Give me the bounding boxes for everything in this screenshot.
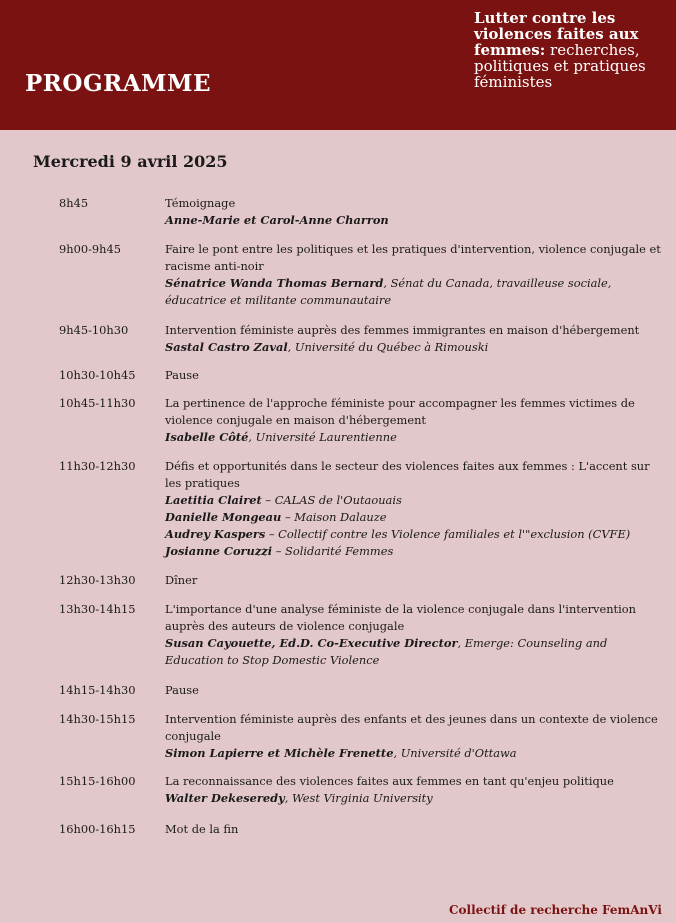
footer-credit: Collectif de recherche FemAnVi: [449, 903, 662, 917]
session-title: Témoignage: [165, 196, 236, 210]
schedule: [0, 195, 676, 838]
session-time: 9h45-10h30: [59, 323, 129, 337]
session-speaker: [165, 492, 665, 509]
event-date: Mercredi 9 avril 2025: [33, 152, 228, 171]
schedule-row: [0, 821, 676, 838]
schedule-row: [0, 601, 676, 669]
session-description: [165, 773, 665, 807]
speaker-name: Sastal Castro Zaval: [165, 340, 288, 354]
session-description: [165, 572, 665, 589]
speaker-affiliation: , West Virginia University: [284, 791, 433, 805]
speaker-affiliation: , Sénat du Canada, travailleuse sociale, éducatrice et militante communautaire: [165, 276, 612, 307]
session-description: [165, 195, 665, 229]
session-title: Défis et opportunités dans le secteur des violences faites aux femmes : L'accent sur les pratiques: [165, 459, 650, 490]
session-time: 16h00-16h15: [59, 822, 136, 836]
speaker-name: Danielle Mongeau: [165, 510, 282, 524]
speaker-name: Anne-Marie et Carol-Anne Charron: [165, 213, 389, 227]
session-time: 10h45-11h30: [59, 396, 136, 410]
schedule-row: [0, 195, 676, 229]
session-time: 9h00-9h45: [59, 242, 122, 256]
speaker-affiliation: , Université du Québec à Rimouski: [287, 340, 489, 354]
session-description: [165, 322, 665, 356]
session-title: Faire le pont entre les politiques et les pratiques d'intervention, violence conjugale et racisme anti-noir: [165, 242, 661, 273]
session-title: Mot de la fin: [165, 822, 239, 836]
session-speaker: [165, 339, 665, 356]
session-title: Pause: [165, 683, 199, 697]
speaker-affiliation: – Collectif contre les Violence familiales et l'"exclusion (CVFE): [265, 527, 631, 541]
speaker-affiliation: – Maison Dalauze: [281, 510, 387, 524]
schedule-row: [0, 572, 676, 589]
session-speaker: [165, 745, 665, 762]
schedule-row: [0, 773, 676, 807]
speaker-name: Simon Lapierre et Michèle Frenette: [165, 746, 394, 760]
schedule-row: [0, 322, 676, 356]
speaker-name: Josianne Coruzzi: [165, 544, 273, 558]
session-description: [165, 821, 665, 838]
conference-title: [474, 10, 672, 90]
session-time: 10h30-10h45: [59, 368, 136, 382]
schedule-row: [0, 458, 676, 560]
session-description: [165, 367, 665, 384]
session-title: L'importance d'une analyse féministe de la violence conjugale dans l'intervention auprès des auteurs de violence conjugale: [165, 602, 636, 633]
session-title: La pertinence de l'approche féministe pour accompagner les femmes victimes de violence conjugale en maison d'hébergement: [165, 396, 635, 427]
speaker-name: Susan Cayouette, Ed.D. Co-Executive Director: [165, 636, 458, 650]
session-time: 14h15-14h30: [59, 683, 136, 697]
speaker-name: Isabelle Côté: [165, 430, 249, 444]
schedule-row: [0, 711, 676, 762]
schedule-row: [0, 367, 676, 384]
session-speaker: [165, 526, 665, 543]
speaker-name: Laetitia Clairet: [165, 493, 262, 507]
session-title: Pause: [165, 368, 199, 382]
session-time: 13h30-14h15: [59, 602, 136, 616]
conference-title-bold: Lutter contre les violences faites aux femmes:: [474, 9, 639, 59]
speaker-name: Walter Dekeseredy: [165, 791, 285, 805]
speaker-name: Sénatrice Wanda Thomas Bernard: [165, 276, 384, 290]
session-speaker: [165, 509, 665, 526]
speaker-affiliation: , Emerge: Counseling and Education to Stop Domestic Violence: [165, 636, 608, 667]
session-title: Intervention féministe auprès des femmes immigrantes en maison d'hébergement: [165, 323, 640, 337]
session-speaker: [165, 212, 665, 229]
session-speaker: [165, 429, 665, 446]
session-description: [165, 682, 665, 699]
speaker-name: Audrey Kaspers: [165, 527, 266, 541]
header-banner: [0, 0, 676, 130]
conference-title-rest: recherches, politiques et pratiques féministes: [474, 41, 646, 91]
speaker-affiliation: – CALAS de l'Outaouais: [261, 493, 402, 507]
session-description: [165, 711, 665, 762]
session-speaker: [165, 635, 665, 669]
session-title: La reconnaissance des violences faites aux femmes en tant qu'enjeu politique: [165, 774, 614, 788]
session-speaker: [165, 790, 665, 807]
schedule-row: [0, 241, 676, 309]
session-description: [165, 601, 665, 669]
session-time: 14h30-15h15: [59, 712, 136, 726]
session-time: 8h45: [59, 196, 89, 210]
session-time: 12h30-13h30: [59, 573, 136, 587]
session-description: [165, 241, 665, 309]
session-speaker: [165, 275, 665, 309]
speaker-affiliation: – Solidarité Femmes: [272, 544, 394, 558]
session-title: Intervention féministe auprès des enfants et des jeunes dans un contexte de violence conjugale: [165, 712, 658, 743]
schedule-row: [0, 395, 676, 446]
session-description: [165, 395, 665, 446]
programme-heading: PROGRAMME: [25, 70, 211, 97]
session-description: [165, 458, 665, 560]
schedule-row: [0, 682, 676, 699]
speaker-affiliation: , Université d'Ottawa: [393, 746, 517, 760]
session-title: Dîner: [165, 573, 198, 587]
session-time: 15h15-16h00: [59, 774, 136, 788]
session-time: 11h30-12h30: [59, 459, 136, 473]
speaker-affiliation: , Université Laurentienne: [248, 430, 397, 444]
session-speaker: [165, 543, 665, 560]
